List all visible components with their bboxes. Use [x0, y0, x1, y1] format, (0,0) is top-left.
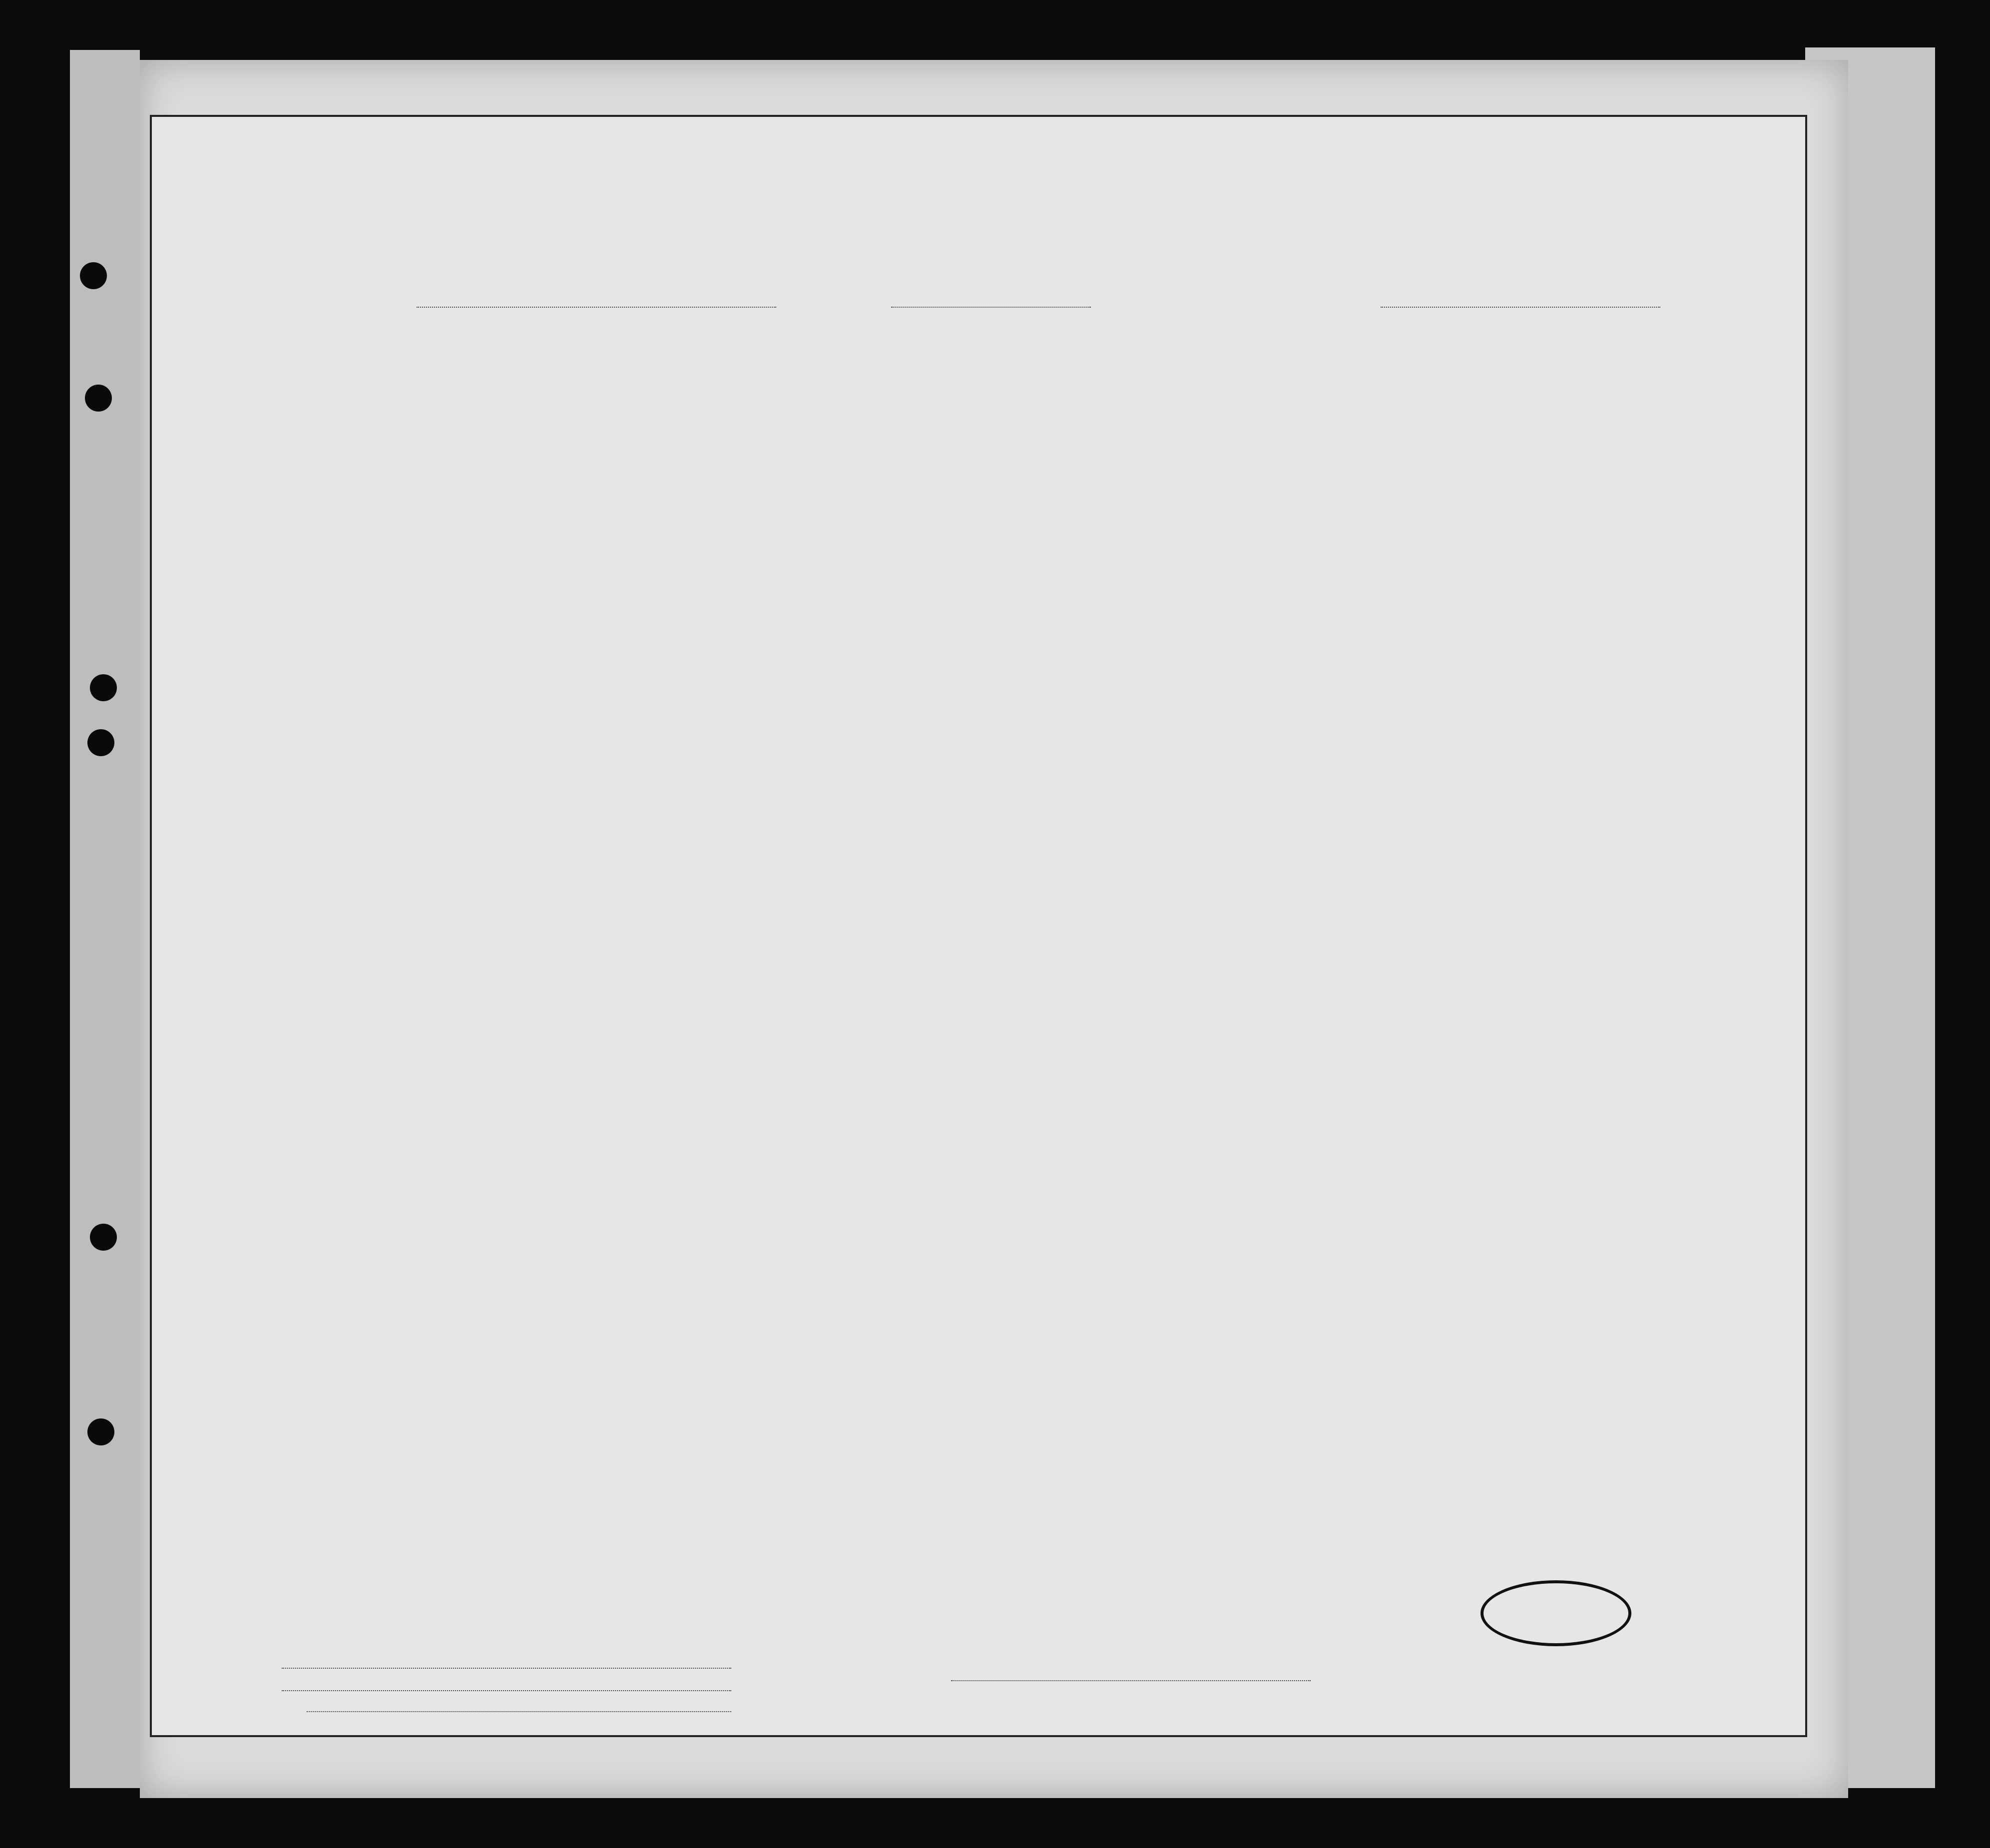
signature-line — [951, 1680, 1311, 1681]
punch-hole — [87, 1418, 114, 1445]
manifest-sheet — [150, 115, 1807, 1737]
footer-owners-rule — [282, 1690, 731, 1691]
crew-table — [152, 329, 1805, 1648]
punch-hole — [85, 385, 112, 412]
vessel-line — [417, 307, 776, 308]
from-port-line — [1381, 307, 1660, 308]
arriving-line — [891, 307, 1091, 308]
punch-hole — [90, 1224, 117, 1251]
punch-hole — [90, 674, 117, 701]
punch-hole — [80, 262, 107, 289]
footer-line-rule — [282, 1668, 731, 1669]
mm-office-stamp — [1481, 1580, 1631, 1646]
binder-strip-left — [70, 50, 140, 1788]
punch-hole — [87, 729, 114, 756]
footer-agents-rule — [307, 1711, 731, 1712]
